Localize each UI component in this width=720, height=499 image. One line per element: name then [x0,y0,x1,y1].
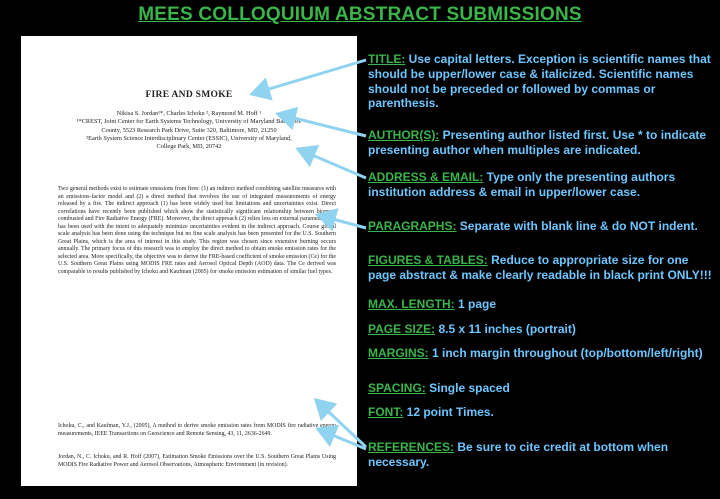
paper-reference-1: Ichoku, C., and Kaufman, Y.J., (2005), A method to derive smoke emission rates from MODIS fire radiative energy measurements, IEEE Transactions on Geoscience and Remote Sensing, 43, 11, 2636-2649. [58,423,336,437]
paper-affiliation-1b: County, 5523 Research Park Drive, Suite 320, Baltimore, MD, 21250 [101,126,277,134]
annotation-figures-tables: FIGURES & TABLES: Reduce to appropriate size for one page abstract & make clearly readable in black print ONLY!!! [368,253,712,282]
annotation-references: REFERENCES: Be sure to cite credit at bottom when necessary. [368,440,669,469]
annotation-title: TITLE: Use capital letters. Exception is scientific names that should be upper/lower case & italicized. Scientific names should not be preceded or followed by commas or parenthesis. [368,52,711,111]
arrow-title [252,60,366,94]
paper-affiliation-1a: ¹*CREST, Joint Center for Earth Systems Technology, University of Maryland Baltimore [76,118,302,126]
annotation-font: FONT: 12 point Times. [368,405,494,419]
annotation-page-size: PAGE SIZE: 8.5 x 11 inches (portrait) [368,322,576,336]
annotation-spacing: SPACING: Single spaced [368,381,510,395]
arrow-address [298,149,366,178]
annotation-paragraphs: PARAGRAPHS: Separate with blank line & do NOT indent. [368,219,698,233]
paper-authors: Nikisa S. Jordan¹*, Charles Ichoku ², Raymond M. Hoff ¹ [116,110,262,117]
paper-reference-2: Jordan, N., C. Ichoku, and R. Hoff (2007), Estimation Smoke Emissions over the U.S. Southern Great Plains Using MODIS Fire Radiative Power and Aerosol Observations, Atmospheric Environment (in revision). [58,454,336,468]
paper-abstract-paragraph: Two general methods exist to estimate emissions from fires: (1) an indirect method combining satellite measures with an emissions-factor model and (2) a direct method that involves the use of integrated measurements of energy released by a fire. The indirect approach (1) has been widely used but limitations and uncertainties exist. Direct correlations have recently been published which show the statistically significant relationship between biomass combusted and Fire Radiative Energy (FRE). Moreover, the direct approach (2) relies less on external parameters and has been used with the intent to adequately minimize uncertainties evident in the indirect approach. Course global scale analysis has been done using the technique but no fine scale analysis has been presented for the U.S. Southern Great Plains, which is the area of interest in this study. This region was chosen since extensive burning occurs annually. The primary focus of this research was to employ the direct method to obtain smoke emission rates for the selected area. More specifically, the objective was to derive the FRE-based coefficient of smoke emission (Ce) for the U.S. Southern Great Plains using MODIS FRE rates and Aerosol Optical Depth (AOD) data. The Ce derived was comparable to results published by Ichoku and Kaufman (2005) for smoke emission estimation of similar fuel types. [58,186,336,276]
paper-affiliation-2a: ²Earth System Science Interdisciplinary Center (ESSIC), University of Maryland, [86,134,292,142]
annotation-address-email: ADDRESS & EMAIL: Type only the presenting authors institution address & email in upper/lower case. [368,170,676,199]
arrow-paragraphs [318,215,366,228]
paper-title: FIRE AND SMOKE [145,90,233,100]
annotation-max-length: MAX. LENGTH: 1 page [368,297,497,311]
annotation-authors: AUTHOR(S): Presenting author listed first. Use * to indicate presenting author when multiples are indicated. [368,128,707,157]
arrow-authors [278,114,366,136]
paper-affiliation-2b: College Park, MD, 20742 [156,143,222,151]
annotation-margins: MARGINS: 1 inch margin throughout (top/bottom/left/right) [368,346,703,360]
page-title: MEES COLLOQUIUM ABSTRACT SUBMISSIONS [138,4,582,25]
